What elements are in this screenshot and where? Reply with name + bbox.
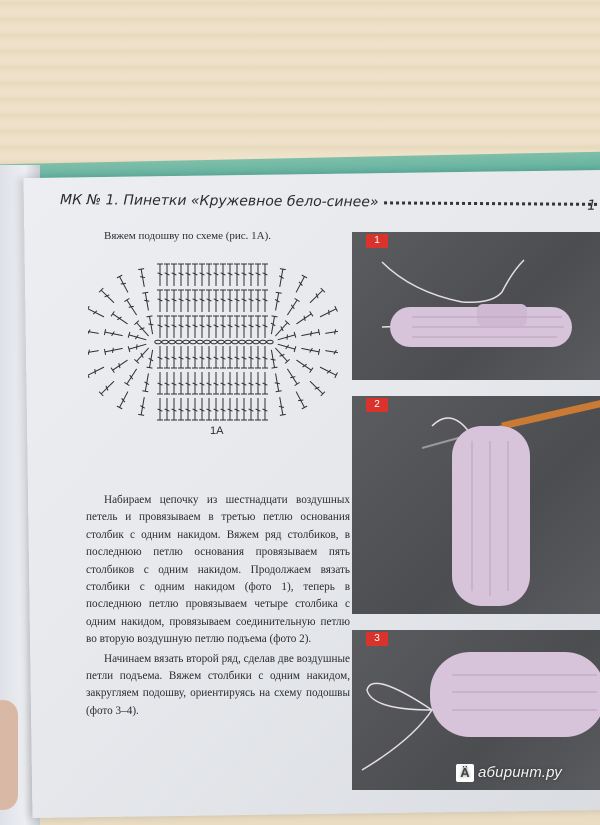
photo-2-number: 2 <box>366 398 388 412</box>
labirint-logo-icon: Ä <box>456 764 474 782</box>
diagram-caption: Вяжем подошву по схеме (рис. 1А). <box>104 230 271 242</box>
watermark <box>456 764 562 782</box>
paragraph-2: Начинаем вязать второй ряд, сделав две воздушные петли подъема. Вяжем столбики с одним накидом, закругляем подошву, ориентируясь на схему подошвы (фото 3–4). <box>86 651 350 721</box>
photo-2 <box>352 396 600 614</box>
page-number: 1 <box>587 198 596 214</box>
watermark-text: абиринт.ру <box>478 764 562 781</box>
page-header <box>60 192 600 226</box>
header-dotted-rule <box>385 201 600 206</box>
photo-2-image <box>352 396 600 614</box>
crochet-diagram <box>88 255 338 430</box>
photo-1-image <box>352 232 600 380</box>
photo-3-number: 3 <box>366 632 388 646</box>
paragraph-1: Набираем цепочку из шестнадцати воздушных петель и провязываем в третью петлю основания столбик с одним накидом. Вяжем ряд столбиков, в последнюю петлю основания провязываем пять столбиков с одним накидом. Продолжаем вязать столбики с одним накидом (фото 1), теперь в последнюю петлю провязываем четыре столбика с одним накидом, провязываем соединительную петлю во вторую воздушную петлю подъема (фото 2). <box>86 492 350 649</box>
photo-1-number: 1 <box>366 234 388 248</box>
diagram-label: 1А <box>210 425 223 437</box>
body-text <box>86 492 350 720</box>
header-title: МК № 1. Пинетки «Кружевное бело-синее» <box>60 192 379 210</box>
finger <box>0 700 18 810</box>
photo-1 <box>352 232 600 380</box>
